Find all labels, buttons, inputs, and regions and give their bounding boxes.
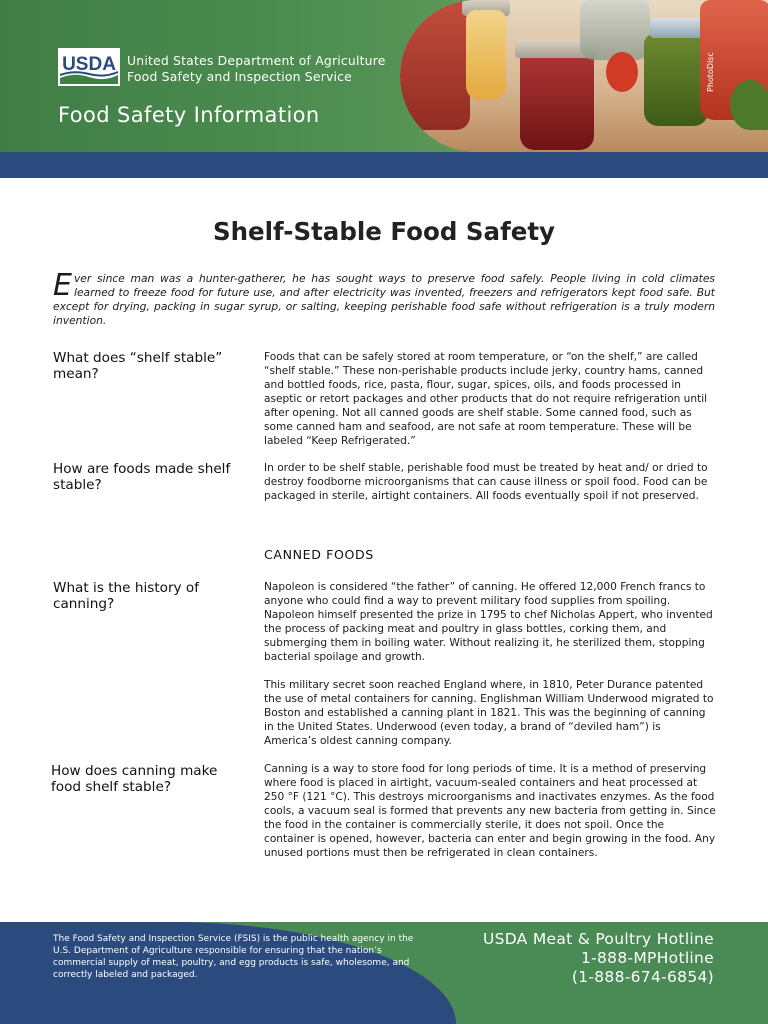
intro-paragraph [53, 268, 715, 328]
intro-dropcap: E [53, 268, 72, 303]
answer-shelf-stable-meaning: Foods that can be safely stored at room temperature, or “on the shelf,” are called “shelf stable.” These non-perishable products include jerky, country hams, canned and bottled foods, rice, pasta, flour, sugar, spices, oils, and foods processed in aseptic or retort packages and other products that do not require refrigeration until after opening. Not all canned goods are shelf stable. Some canned food, such as some canned ham and seafood, are not safe at room temperature. These will be labeled “Keep Refrigerated.” [264, 351, 708, 447]
usda-logo [58, 48, 120, 86]
question-history-of-canning: What is the history of canning? [53, 580, 200, 612]
hotline-number: 1-888-MPHotline [580, 949, 714, 967]
intro-text: ver since man was a hunter-gatherer, he has sought ways to preserve food safely. People living in cold climates learned to freeze food for future use, and after electricity was invented, freezers and refrigerators kept food safe. But except for drying, packing in sugar syrup, or salting, keeping perishable food safe without refrigeration is a truly modern invention. [53, 272, 715, 327]
question-how-canning-works: How does canning make food shelf stable? [51, 763, 218, 795]
agency-line-1: United States Department of Agriculture [127, 53, 386, 68]
hotline-digits: (1-888-674-6854) [571, 968, 714, 986]
canned-foods-heading: CANNED FOODS [264, 547, 374, 562]
section-title: Food Safety Information [58, 103, 320, 127]
usda-logo-text: USDA [62, 54, 116, 75]
header-banner [0, 0, 768, 152]
agency-line-2: Food Safety and Inspection Service [127, 68, 353, 84]
answer-how-canning-works: Canning is a way to store food for long periods of time. It is a method of preserving where food is placed in airtight, vacuum-sealed containers and heat processed at 250 °F (121 °C). This destroys microorganisms and inactivates enzymes. As the food cools, a vacuum seal is formed that prevents any new bacteria from getting in. Since the food in the container is commercially sterile, it does not spoil. Once the container is opened, however, bacteria can enter and begin growing in the food. Any unused portions must then be refrigerated in clean containers. [264, 763, 716, 859]
question-how-made-shelf-stable: How are foods made shelf stable? [53, 461, 231, 493]
hotline-title: USDA Meat & Poultry Hotline [482, 930, 714, 948]
answer-history-of-canning-p2: This military secret soon reached England where, in 1810, Peter Durance patented the use of metal containers for canning. Englishman William Underwood migrated to Boston and established a canning plant in 1821. This was the beginning of canning in the United States. Underwood (even today, a brand of “deviled ham”) is America’s oldest canning company. [264, 679, 714, 747]
header-blue-band [0, 152, 768, 178]
question-shelf-stable-meaning: What does “shelf stable” mean? [53, 350, 223, 382]
page-title: Shelf-Stable Food Safety [212, 217, 556, 246]
answer-how-made-shelf-stable: In order to be shelf stable, perishable food must be treated by heat and/ or dried to destroy foodborne microorganisms that can cause illness or spoil food. Food can be packaged in sterile, airtight containers. All foods eventually spoil if not preserved. [264, 462, 708, 502]
agency-name [127, 53, 386, 84]
answer-history-of-canning-p1: Napoleon is considered “the father” of canning. He offered 12,000 French francs to anyone who could find a way to prevent military food supplies from spoiling. Napoleon himself presented the prize in 1795 to chef Nicholas Appert, who invented the process of packing meat and poultry in glass bottles, corking them, and submerging them in boiling water. Without realizing it, he sterilized them, stopping bacterial spoilage and growth. [264, 581, 713, 663]
footer-fsis-description: The Food Safety and Inspection Service (FSIS) is the public health agency in the U.S. Department of Agriculture responsible for ensuring that the nation’s commercial supply of meat, poultry, and egg products is safe, wholesome, and correctly labeled and packaged. [53, 934, 414, 980]
photo-credit: PhotoDisc [706, 52, 715, 92]
